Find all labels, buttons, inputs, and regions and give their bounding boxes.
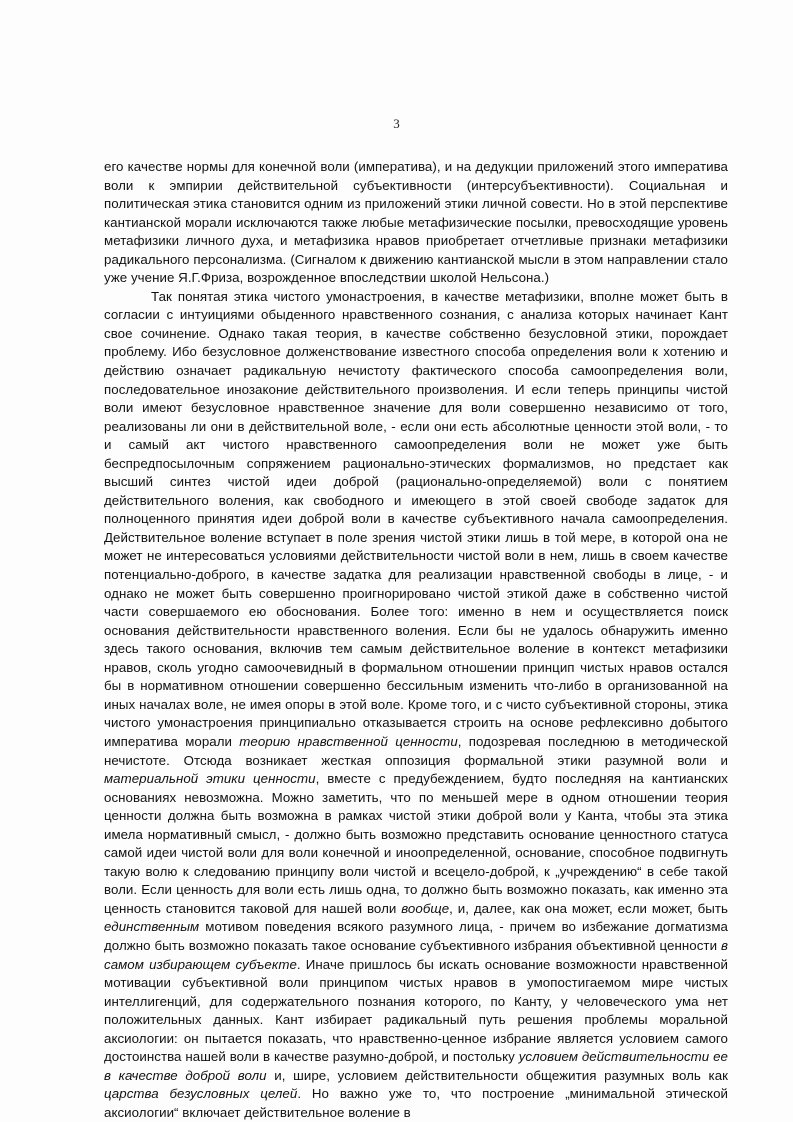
text-span: . Но важно уже то, что построение „минимальной этической аксиологии“ включает действительное воление в bbox=[104, 1086, 728, 1120]
paragraph-2 bbox=[104, 288, 728, 1122]
text-span: мотивом поведения всякого разумного лица, - причем во избежание догматизма должно быть возможно показать такое основание субъективного избрания объективной ценности bbox=[104, 919, 728, 953]
text-span: Так понятая этика чистого умонастроения, в качестве метафизики, вполне может быть в согласии с интуициями обыденного нравственного сознания, с анализа которых начинает Кант свое сочинение. Однако такая теория, в качестве собственно безусловной этики, порождает проблему. Ибо безусловное долженствование известного способа определения воли к хотению и действию означает радикальную нечистоту фактического способа самоопределения воли, последовательное инозаконие действительного произволения. И если теперь принципы чистой воли имеют безусловное нравственное значение для воли совершенно независимо от того, реализованы ли они в действительной воле, - если они есть абсолютные ценности этой воли, - то и самый акт чистого нравственного самоопределения воли не может уже быть беспредпосылочным сопряжением рационально-этических формализмов, но предстает как высший синтез чистой идеи доброй (рационально-определяемой) воли с понятием действительного воления, как свободного и имеющего в этой своей свободе задаток для полноценного принятия идеи доброй воли в качестве субъективного начала самоопределения. Действительное воление вступает в поле зрения чистой этики лишь в той мере, в которой она не может не интересоваться условиями действительности чистой воли в нем, лишь в своем качестве потенциально-доброго, в качестве задатка для реализации нравственной свободы в лице, - и однако не может быть совершенно проигнорировано чистой этикой даже в собственно чистой части совершаемого ею обоснования. Более того: именно в нем и осуществляется поиск основания действительности нравственного воления. Если бы не удалось обнаружить именно здесь такого основания, включив тем самым действительное воление в контекст метафизики нравов, сколь угодно самоочевидный в формальном отношении принцип чистых нравов остался бы в нормативном отношении совершенно бессильным изменить что-либо в организованной на иных началах воле, не имея опоры в этой воле. Кроме того, и с чисто субъективной стороны, этика чистого умонастроения принципиально отказывается строить на основе рефлексивно добытого императива морали bbox=[104, 288, 728, 749]
text-span: , и, далее, как она может, если может, быть bbox=[449, 900, 728, 916]
emphasis-text: в самом избирающем субъекте bbox=[104, 937, 728, 972]
page-number: 3 bbox=[393, 116, 400, 131]
text-span: , подозревая последнюю в методической нечистоте. Отсюда возникает жесткая оппозиция формальной этики разумной воли и bbox=[104, 733, 728, 768]
emphasis-text: вообще bbox=[401, 900, 450, 916]
text-span: . Иначе пришлось бы искать основание возможности нравственной мотивации субъективной воли принципом чистых нравов в умопостигаемом мире чистых интеллигенций, для содержательного познания которого, по Канту, у человеческого ума нет положительных данных. Кант избирает радикальный путь решения проблемы моральной аксиологии: он пытается показать, что нравственно-ценное избрание является условием самого достоинства нашей воли в качестве разумно-доброй, и постольку bbox=[104, 956, 728, 1065]
document-body bbox=[104, 158, 728, 1122]
emphasis-text: материальной этики ценности bbox=[104, 771, 316, 787]
emphasis-text: единственным bbox=[104, 919, 200, 935]
emphasis-text: теорию нравственной ценности bbox=[239, 733, 458, 749]
text-span: и, шире, условием действительности общежития разумных воль как bbox=[274, 1067, 729, 1083]
emphasis-text: царства безусловных целей bbox=[104, 1086, 298, 1102]
text-span: , вместе с предубеждением, будто последняя на кантианских основаниях невозможна. Можно заметить, что по меньшей мере в одном отношении теория ценности должна быть возможна в рамках чистой этики доброй воли у Канта, чтобы эта этика имела нормативный смысл, - должно быть возможно представить основание ценностного статуса самой идеи чистой воли для воли конечной и иноопределенной, основание, способное подвигнуть такую волю к следованию принципу воли чистой и всецело-доброй, к „учреждению“ в себе такой воли. Если ценность для воли есть лишь одна, то должно быть возможно показать, как именно эта ценность становится таковой для нашей воли bbox=[104, 771, 728, 916]
paragraph-1: его качестве нормы для конечной воли (императива), и на дедукции приложений этого императива воли к эмпирии действительной субъективности (интерсубъективности). Социальная и политическая этика становится одним из приложений этики личной совести. Но в этой перспективе кантианской морали исключаются также любые метафизические посылки, превосходящие уровень метафизики личного духа, и метафизика нравов приобретает отчетливые признаки метафизики радикального персонализма. (Сигналом к движению кантианской мысли в этом направлении стало уже учение Я.Г.Фриза, возрожденное впоследствии школой Нельсона.) bbox=[104, 159, 728, 286]
emphasis-text: условием действительности ее в качестве доброй воли bbox=[104, 1049, 728, 1083]
